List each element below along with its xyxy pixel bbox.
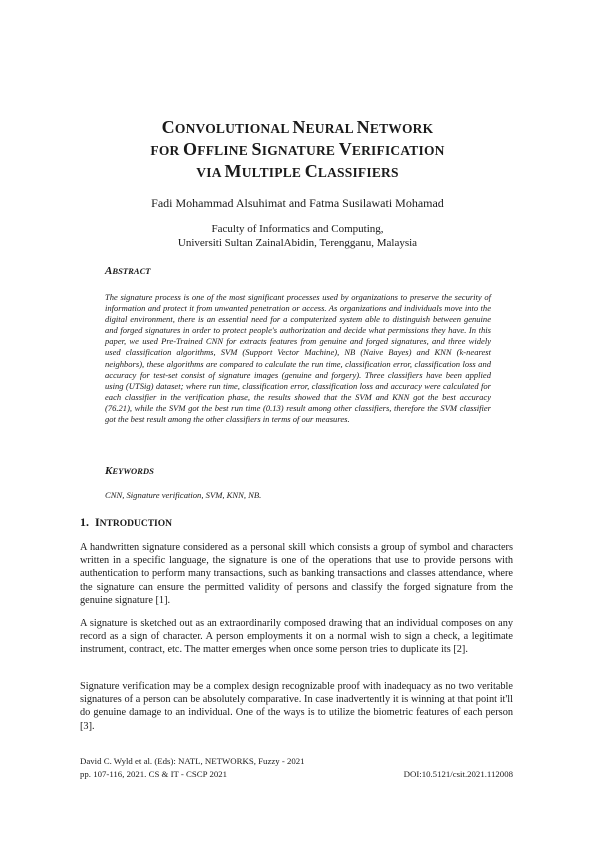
intro-paragraph-3: Signature verification may be a complex design recognizable proof with inadequacy as no two veritable signatures of a person can be absolutely comparative. In case inadvertently it is winning at that point it'll do genuine damage to an individual. One of the ways is to utilize the biometric features of each person [3]. (80, 681, 513, 732)
keywords-heading: KEYWORDS (105, 465, 154, 477)
section-heading-introduction: 1. INTRODUCTION (80, 515, 172, 529)
affiliation-line-2: Universiti Sultan ZainalAbidin, Terengganu, Malaysia (177, 237, 418, 249)
paper-title-line-2: FOR OFFLINE SIGNATURE VERIFICATION (150, 139, 445, 159)
abstract-body: The signature process is one of the most significant processes used by organizations to preserve the security of information and protect it from unwanted penetration or access. As organizations and individuals move into the digital environment, there is an essential need for a computerized system able to distinguish between genuine and forged signatures in order to protect people's authorization and decide what permissions they have. In this paper, we used Pre-Trained CNN for extracts features from genuine and forged signatures, and three widely used classification algorithms, SVM (Support Vector Machine), NB (Naive Bayes) and KNN (k-nearest neighbors), these algorithms are compared to calculate the run time, classification error, classification loss and accuracy for test-set consist of signature images (genuine and forgery). Three classifiers have been applied using (UTSig) dataset; where run time, classification error, classification loss and accuracy were calculated for each classifier in the verification phase, the results showed that the SVM and KNN got the best accuracy (76.21), while the SVM got the best run time (0.13) result among other classifiers, therefore the SVM classifier got the best result among the other classifiers in terms of our measures. (105, 292, 491, 425)
paper-title-line-1: CONVOLUTIONAL NEURAL NETWORK (161, 117, 434, 137)
author-list: Fadi Mohammad Alsuhimat and Fatma Susilawati Mohamad (151, 196, 444, 210)
intro-paragraph-1: A handwritten signature considered as a personal skill which consists a group of symbol and characters written in a specific language, the signature is one of the operations that use to provide persons with authentication to perform many transactions, such as banking transactions and classes attendance, where the signature can ensure the permitted validity of persons and classify the forged signature from the genuine signature [1]. (80, 542, 513, 606)
keywords-list: CNN, Signature verification, SVM, KNN, NB. (105, 490, 262, 500)
footer-doi: DOI:10.5121/csit.2021.112008 (403, 769, 513, 779)
intro-paragraph-2: A signature is sketched out as an extraordinarily composed drawing that an individual composes on any record as a sign of character. A person employments it on a normal wish to sign a check, a legitimate instrument, contract, etc. The matter emerges when once some person tries to duplicate its [2]. (80, 618, 513, 656)
affiliation-line-1: Faculty of Informatics and Computing, (211, 223, 384, 235)
abstract-heading: ABSTRACT (105, 265, 151, 277)
footer-pages: pp. 107-116, 2021. CS & IT - CSCP 2021 (80, 769, 228, 779)
footer-editors: David C. Wyld et al. (Eds): NATL, NETWORKS, Fuzzy - 2021 (80, 756, 305, 766)
paper-title-line-3: VIA MULTIPLE CLASSIFIERS (196, 161, 399, 181)
